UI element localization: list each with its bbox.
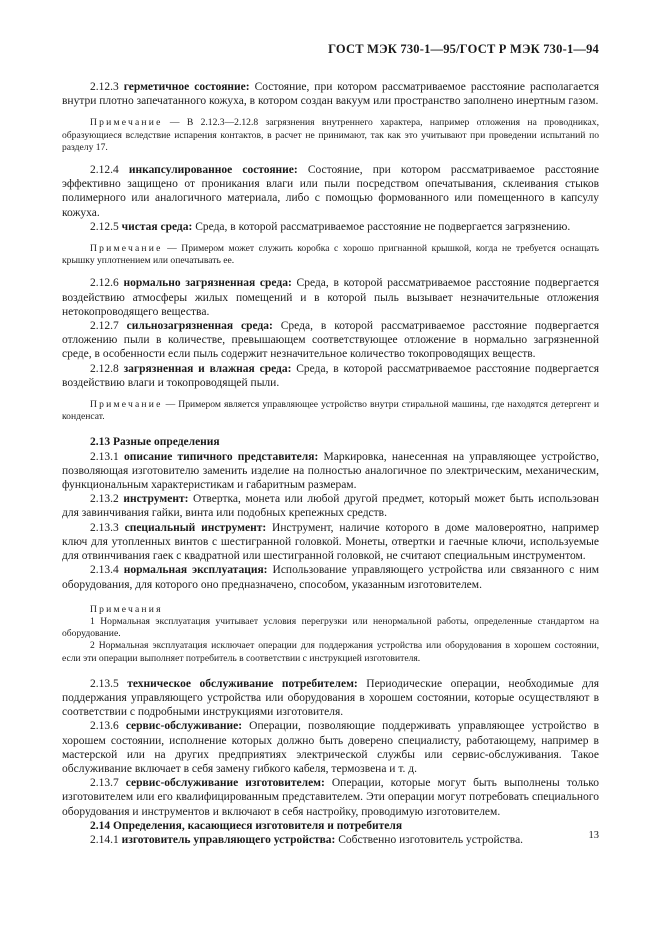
note-2 — [62, 243, 599, 267]
paragraph-2-12-3 — [62, 80, 599, 108]
paragraph-number: 2.13.6 — [90, 720, 119, 733]
term: специальный инструмент: — [124, 521, 267, 534]
paragraph-2-12-7 — [62, 319, 599, 362]
paragraph-number: 2.12.5 — [90, 220, 119, 233]
definition-text: Использование управляющего устройства или связанного с ним оборудования, для которого оно предназначено, способом, указанным изготовителем. — [62, 564, 600, 591]
term: герметичное состояние: — [123, 81, 250, 93]
paragraph-2-12-6 — [62, 276, 599, 319]
paragraph-number: 2.12.7 — [90, 320, 119, 333]
paragraph-number: 2.13.5 — [90, 677, 119, 690]
definition-text: Операции, позволяющие поддерживать управляющее устройство в хорошем состоянии, исполнение которых должно быть доверено специалисту, работающему, например в мастерской или на других предприятиях электрической службы или сервис-обслуживания. Такое обслуживание включает в себя замену гибкого кабеля, термозвена и т. д. — [62, 720, 599, 775]
section-heading-2-14 — [62, 819, 599, 833]
paragraph-number: 2.14.1 — [90, 833, 119, 846]
definition-text: Среда, в которой рассматриваемое расстояние подвергается воздействию влаги и токопроводящей пыли. — [62, 362, 599, 389]
note-item-2: 2 Нормальная эксплуатация исключает операции для поддержания устройства или оборудования в хорошем состоянии, если эти операции выполняет потребитель в соответствии с инструкцией изготовителя. — [62, 640, 599, 664]
definition-text: Инструмент, наличие которого в доме маловероятно, например ключ для утопленных винтов с шестигранной головкой. Монеты, отвертки и гаечные ключи, используемые для отвинчивания гаек с квадратной или шестигранной головкой, не считают специальным инструментом. — [62, 521, 599, 563]
paragraph-2-13-2 — [62, 492, 599, 520]
section-number: 2.13 — [90, 436, 111, 449]
term: нормальная эксплуатация: — [123, 564, 268, 577]
definition-text: Среда, в которой рассматриваемое расстояние подвергается воздействию атмосферы жилых помещений и в которой пыль вызывает незначительные отложения нетокопроводящего вещества. — [62, 277, 600, 318]
note-text: — Примером может служить коробка с хорошо пригнанной крышкой, когда не требуется оснащать крышку уплотнением или опечатывать ее. — [62, 243, 599, 267]
paragraph-2-12-8 — [62, 362, 599, 390]
note-item-1: 1 Нормальная эксплуатация учитывает условия перегрузки или ненормальной работы, определенные стандартом на оборудование. — [62, 615, 599, 640]
paragraph-2-12-4 — [62, 163, 599, 220]
paragraph-2-13-6 — [62, 719, 599, 776]
section-title: Разные определения — [113, 436, 220, 449]
paragraph-2-13-1 — [62, 450, 599, 493]
paragraph-2-12-5 — [62, 220, 599, 234]
section-title: Определения, касающиеся изготовителя и потребителя — [113, 819, 403, 832]
note-1 — [62, 117, 599, 154]
definition-text: Среда, в которой рассматриваемое расстояние подвергается отложению пыли в количестве, превышающем соответствующее отложение в нормально загрязненной среде, в особенности если пыль содержит незначительное количество токопроводящих веществ. — [62, 320, 599, 361]
term: инструмент: — [123, 493, 189, 506]
page-number: 13 — [588, 830, 599, 841]
paragraph-2-14-1 — [62, 833, 599, 847]
term: изготовитель управляющего устройства: — [121, 833, 336, 846]
note-label: Примечание — [90, 117, 163, 129]
page-header-standard-title: ГОСТ МЭК 730-1—95/ГОСТ Р МЭК 730-1—94 — [328, 42, 599, 56]
paragraph-number: 2.13.1 — [90, 450, 119, 463]
definition-text: Отвертка, монета или любой другой предмет, который может быть использован для завинчивания гайки, винта или подобных крепежных средств. — [62, 493, 600, 520]
term: описание типичного представителя: — [123, 450, 319, 463]
paragraph-number: 2.13.7 — [90, 777, 119, 790]
definition-text: Периодические операции, необходимые для поддержания управляющего устройства или оборудования в хорошем состоянии, которые осуществляют в соответствии с подробными инструкциями изготовителя. — [62, 677, 599, 719]
paragraph-2-13-5 — [62, 677, 599, 720]
term: сильнозагрязненная среда: — [126, 320, 273, 333]
document-body — [62, 80, 599, 847]
note-text: — В 2.12.3—2.12.8 загрязнения внутреннего характера, например отложения на проводниках, образующиеся вследствие испарения контактов, в расчет не принимают, так как это учитывают при проведении испытаний по разделу 17. — [62, 117, 599, 153]
definition-text: Собственно изготовитель устройства. — [335, 833, 524, 846]
paragraph-number: 2.12.6 — [90, 277, 119, 290]
term: сервис-обслуживание изготовителем: — [125, 777, 325, 790]
section-number: 2.14 — [90, 819, 111, 832]
paragraph-number: 2.13.2 — [90, 493, 119, 506]
definition-text: Операции, которые могут быть выполнены только изготовителем или его квалифицированным представителем. Эти операции могут потребовать специального оборудования и инструментов и включают в себя настройку, проводимую изготовителем. — [62, 777, 599, 818]
note-text: — Примером является управляющее устройство внутри стиральной машины, где находятся детергент и конденсат. — [62, 399, 599, 423]
definition-text: Состояние, при котором рассматриваемое расстояние эффективно защищено от проникания влаги или пыли посредством опечатывания, склеивания стыков полимерного или аналогичного материала, либо с помощью формованного или помещенного в капсулу кожуха. — [62, 164, 599, 219]
term: нормально загрязненная среда: — [123, 277, 292, 290]
paragraph-number: 2.12.3 — [90, 81, 119, 93]
term: сервис-обслуживание: — [125, 720, 243, 733]
term: инкапсулированное состояние: — [128, 164, 298, 177]
section-heading-2-13 — [62, 435, 599, 449]
paragraph-2-13-4 — [62, 563, 599, 591]
paragraph-2-13-7 — [62, 776, 599, 819]
paragraph-number: 2.12.8 — [90, 362, 119, 375]
term: техническое обслуживание потребителем: — [127, 677, 358, 690]
notes-heading: Примечания — [90, 603, 163, 615]
definition-text: Среда, в которой рассматриваемое расстояние не подвергается загрязнению. — [192, 220, 571, 233]
term: загрязненная и влажная среда: — [123, 362, 292, 375]
definition-text: Состояние, при котором рассматриваемое расстояние располагается внутри плотно запечатанного кожуха, в котором создан вакуум или пространство заполнено инертным газом. — [62, 81, 600, 108]
term: чистая среда: — [121, 220, 193, 233]
definition-text: Маркировка, нанесенная на управляющее устройство, позволяющая изготовителю заменить изделие на полностью аналогичное по электрическим, механическим, функциональным характеристикам и габаритным размерам. — [62, 450, 600, 492]
note-3 — [62, 399, 599, 423]
paragraph-number: 2.12.4 — [90, 164, 119, 177]
paragraph-number: 2.13.3 — [90, 521, 119, 534]
paragraph-number: 2.13.4 — [90, 564, 119, 577]
note-label: Примечание — [90, 243, 163, 255]
paragraph-2-13-3 — [62, 521, 599, 564]
note-label: Примечание — [90, 399, 163, 411]
